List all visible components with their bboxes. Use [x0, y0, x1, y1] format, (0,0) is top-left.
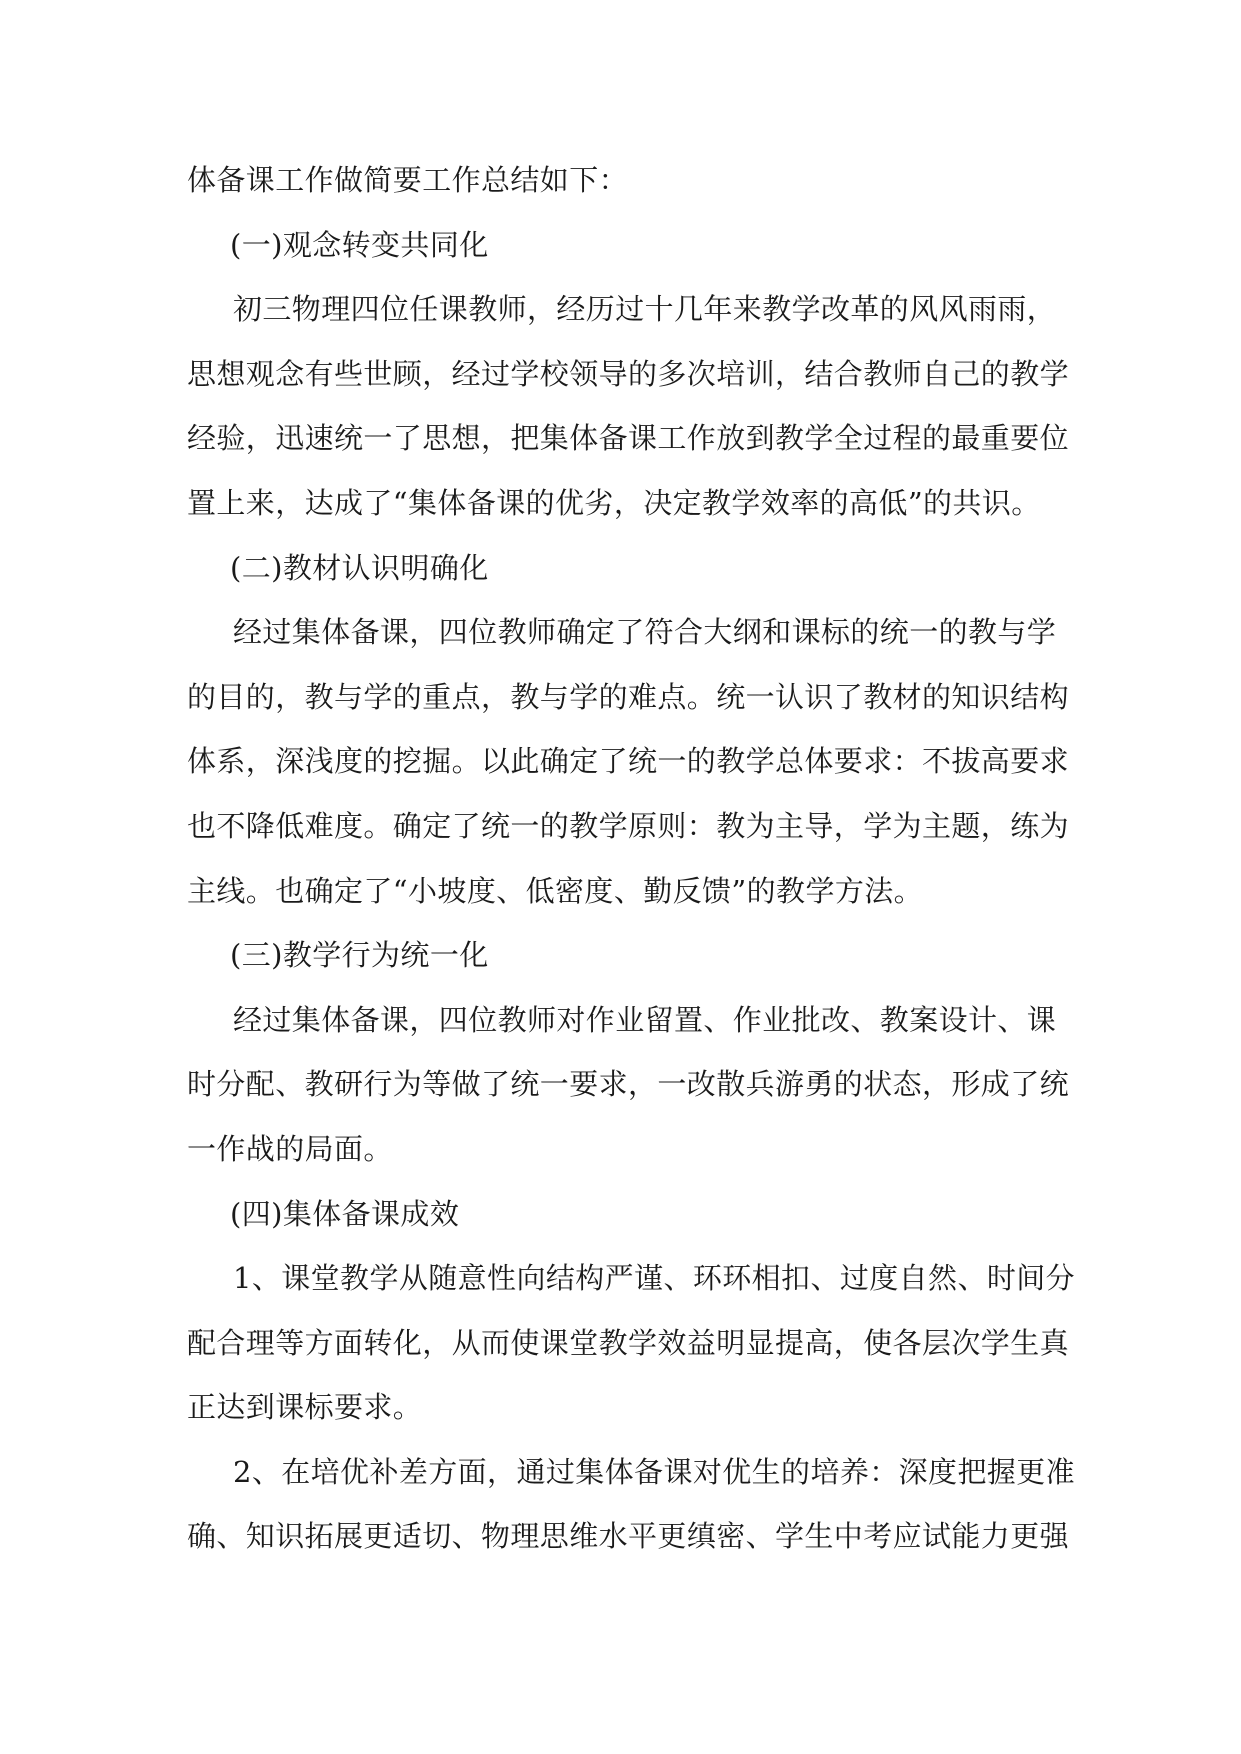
document-body — [187, 148, 1076, 1569]
paragraph-first-line: 经过集体备课，四位教师确定了符合大纲和课标的统一的教与学 — [233, 615, 1057, 650]
text-line: 配合理等方面转化，从而使课堂教学效益明显提高，使各层次学生真 — [187, 1325, 1070, 1360]
paragraph-first-line: 初三物理四位任课教师，经历过十几年来教学改革的风风雨雨， — [233, 292, 1057, 327]
section-heading: (四)集体备课成效 — [230, 1196, 460, 1231]
text-line: 经验，迅速统一了思想，把集体备课工作放到教学全过程的最重要位 — [187, 421, 1070, 456]
text-line: 置上来，达成了“集体备课的优劣，决定教学效率的高低”的共识。 — [187, 485, 1041, 520]
section-heading: (二)教材认识明确化 — [230, 550, 489, 585]
section-heading: (三)教学行为统一化 — [230, 938, 489, 973]
text-line: 正达到课标要求。 — [187, 1390, 423, 1425]
text-line: 体系，深浅度的挖掘。以此确定了统一的教学总体要求：不拔高要求 — [187, 744, 1070, 779]
paragraph-first-line: 1、课堂教学从随意性向结构严谨、环环相扣、过度自然、时间分 — [233, 1261, 1076, 1296]
text-line: 主线。也确定了“小坡度、低密度、勤反馈”的教学方法。 — [187, 873, 924, 908]
paragraph-first-line: 2、在培优补差方面，通过集体备课对优生的培养：深度把握更准 — [233, 1454, 1076, 1489]
text-line: 体备课工作做简要工作总结如下： — [187, 163, 629, 197]
text-line: 确、知识拓展更适切、物理思维水平更缜密、学生中考应试能力更强 — [187, 1519, 1070, 1554]
text-line: 也不降低难度。确定了统一的教学原则：教为主导，学为主题，练为 — [187, 808, 1070, 843]
paragraph-first-line: 经过集体备课，四位教师对作业留置、作业批改、教案设计、课 — [233, 1002, 1057, 1037]
text-line: 思想观念有些世顾，经过学校领导的多次培训，结合教师自己的教学 — [187, 356, 1070, 391]
section-heading: (一)观念转变共同化 — [230, 227, 489, 262]
text-line: 时分配、教研行为等做了统一要求，一改散兵游勇的状态，形成了统 — [187, 1067, 1070, 1102]
text-line: 一作战的局面。 — [187, 1131, 393, 1166]
text-line: 的目的，教与学的重点，教与学的难点。统一认识了教材的知识结构 — [187, 679, 1070, 714]
